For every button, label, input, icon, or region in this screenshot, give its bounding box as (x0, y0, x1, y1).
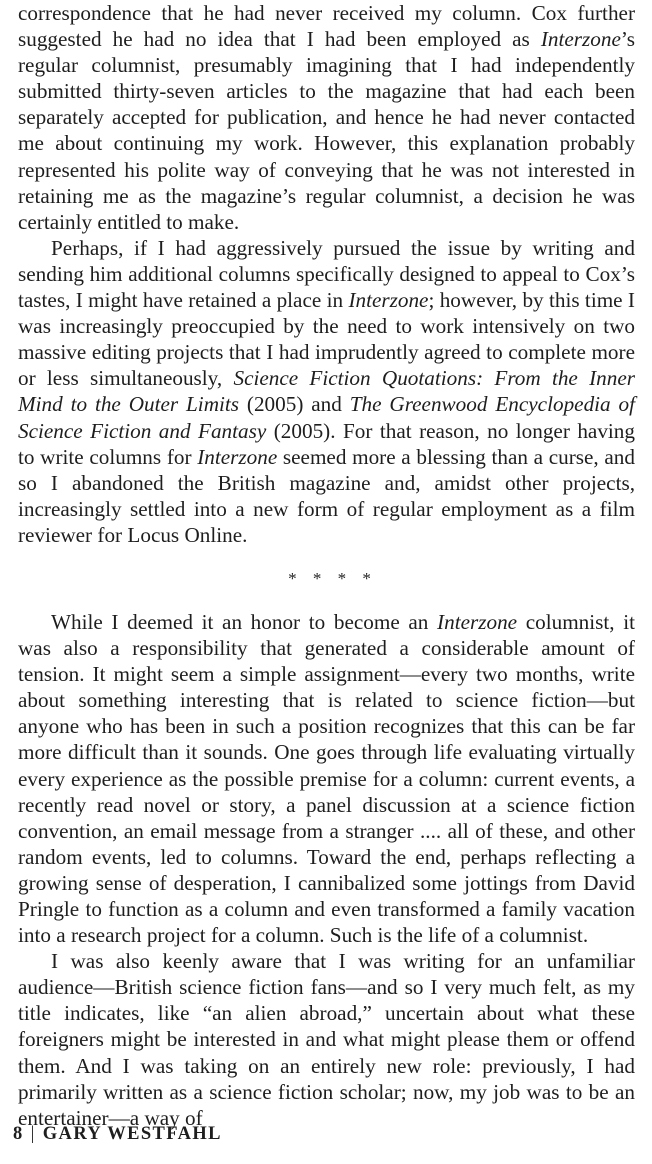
section-break: * * * * (288, 568, 377, 588)
body-text: While I deemed it an honor to become an (51, 609, 438, 634)
page-footer (13, 1124, 222, 1145)
paragraph-2 (18, 235, 635, 548)
body-text: columnist, it was also a responsibility that generated a considerable amount of tension. It might seem a simple assignment—every two months, write about something interesting that is related to science fiction—but anyone who has been in such a position recognizes that this can be far more difficult than it sounds. One goes through life evaluating virtually every experience as the possible premise for a column: current events, a recently read novel or story, a panel discussion at a science fiction convention, an email message from a stranger .... all of these, and other random events, led to columns. Toward the end, perhaps reflecting a growing sense of desperation, I cannibalized some jottings from David Pringle to function as a column and even transformed a family vacation into a research project for a column. Such is the life of a columnist. (18, 609, 636, 948)
italic-title-text: The Greenwood Encyclopedia of Science Fiction and Fantasy (18, 392, 636, 443)
paragraph-3 (18, 609, 635, 948)
body-text: Perhaps, if I had aggressively pursued the issue by writing and sending him additional columns specifically designed to appeal to Cox’s tastes, I might have retained a place in (18, 235, 635, 313)
body-text: I was also keenly aware that I was writing for an unfamiliar audience—British science fiction fans—and so I very much felt, as my title indicates, like “an alien abroad,” uncertain about what these foreigners might be interested in and what might please them or offend them. And I was taking on an entirely new role: previously, I had primarily written as a science fiction scholar; now, my job was to be an entertainer—a way of (18, 949, 635, 1130)
italic-title-text: Interzone (437, 609, 518, 634)
body-text: (2005). For that reason, no longer having to write columns for (18, 418, 635, 469)
body-text: ; however, by this time I was increasingly preoccupied by the need to work intensively on two massive editing projects that I had imprudently agreed to complete more or less simultaneously, (18, 288, 635, 391)
body-text: correspondence that he had never received my column. Cox further suggested he had no idea that I had been employed as (18, 1, 635, 52)
page-body (18, 0, 635, 1131)
italic-title-text: Interzone (348, 288, 429, 313)
body-text: ’s regular columnist, presumably imagining that I had independently submitted thirty-seven articles to the magazine that had each been separately accepted for publication, and hence he had never contacted me about continuing my work. However, this explanation probably represented his polite way of conveying that he was not interested in retaining me as the magazine’s regular columnist, a decision he was certainly entitled to make. (18, 27, 635, 234)
paragraph-1 (18, 0, 635, 235)
paragraph-4 (18, 948, 635, 1131)
italic-title-text: Interzone (540, 27, 621, 52)
body-text: seemed more a blessing than a curse, and so I abandoned the British magazine and, amidst other projects, increasingly settled into a new form of regular employment as a film reviewer for Locus Online. (18, 444, 635, 547)
running-head-author: GARY WESTFAHL (42, 1124, 222, 1144)
footer-separator: | (30, 1124, 36, 1144)
page-number: 8 (13, 1124, 24, 1144)
italic-title-text: Interzone (197, 444, 278, 469)
italic-title-text: Science Fiction Quotations: From the Inner Mind to the Outer Limits (18, 366, 636, 417)
body-text: (2005) and (239, 392, 350, 417)
